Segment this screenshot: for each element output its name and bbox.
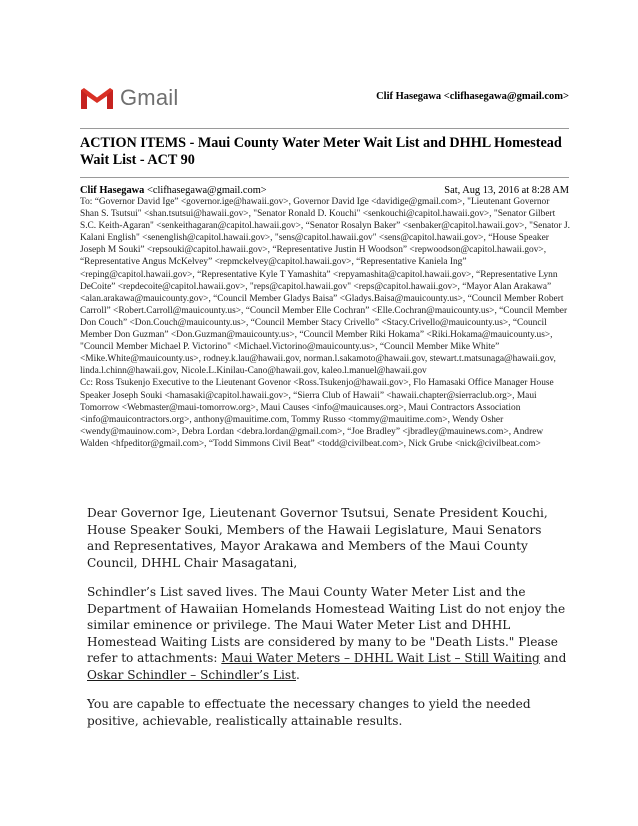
email-date: Sat, Aug 13, 2016 at 8:28 AM (444, 185, 569, 196)
attachment-link-water-meters[interactable]: Maui Water Meters – DHHL Wait List – Still Waiting (221, 651, 540, 665)
sender-name: Clif Hasegawa (80, 185, 145, 196)
attachment-link-schindler[interactable]: Oskar Schindler – Schindler’s List (87, 667, 296, 682)
sender-email: <clifhasegawa@gmail.com> (146, 185, 267, 196)
account-label: Clif Hasegawa <clifhasegawa@gmail.com> (376, 91, 569, 102)
email-body (87, 505, 567, 742)
cc-recipients: Cc: Ross Tsukenjo Executive to the Lieutenant Govenor <Ross.Tsukenjo@hawaii.gov>, Flo Hamasaki Office Manager House Speaker Joseph Souki <hamasaki@capitol.hawaii.gov>, “Sierra Club of Hawaii” <hawaii.chapter@sierraclub.org>, Maui Tomorrow <Webmaster@maui-tomorrow.org>, Maui Causes <info@mauicauses.org>, Maui Contractors Association <info@mauicontractors.org>, anthony@mauitime.com, Tommy Russo <tommy@mauitime.com>, Wendy Osher <wendy@mauinow.com>, Debra Lordan <debra.lordan@gmail.com>, “Joe Bradley” <jbradley@mauinews.com>, Andrew Walden <hfpeditor@gmail.com>, “Todd Simmons Civil Beat” <todd@civilbeat.com>, Nick Grube <nick@civilbeat.com> (80, 378, 554, 449)
gmail-m-icon (80, 86, 114, 110)
body-greeting: Dear Governor Ige, Lieutenant Governor Tsutsui, Senate President Kouchi, House Speaker Souki, Members of the Hawaii Legislature, Maui Senators and Representatives, Mayor Arakawa and Members of the Maui County Council, DHHL Chair Masagatani, (87, 506, 548, 570)
and-text: and (539, 651, 567, 665)
divider-top (80, 128, 569, 129)
divider-subject (80, 177, 569, 178)
to-recipients: To: “Governor David Ige” <governor.ige@hawaii.gov>, Governor David Ige <davidige@gmail.com>, "Lieutenant Governor Shan S. Tsutsui" <shan.tsutsui@hawaii.gov>, "Senator Ronald D. Kouchi" <senkouchi@capitol.hawaii.gov>, "Senator Gilbert S.C. Keith-Agaran" <senkeithagaran@capitol.hawaii.gov>, “Senator Rosalyn Baker” <senbaker@capitol.hawaii.gov>, "Senator J. Kalani English" <senenglish@capitol.hawaii.gov>, "sens@capitol.hawaii.gov" <sens@capitol.hawaii.gov>, “House Speaker Joseph M Souki” <repsouki@capitol.hawaii.gov>, “Representative Justin H Woodson” <repwoodson@capitol.hawaii.gov>, “Representative Angus McKelvey” <repmckelvey@capitol.hawaii.gov>, “Representative Kaniela Ing” <reping@capitol.hawaii.gov>, “Representative Kyle T Yamashita” <repyamashita@capitol.hawaii.gov>, “Representative Lynn DeCoite” <repdecoite@capitol.hawaii.gov>, "reps@capitol.hawaii.gov" <reps@capitol.hawaii.gov>, “Mayor Alan Arakawa” <alan.arakawa@mauicounty.gov>, “Council Member Gladys Baisa” <Gladys.Baisa@mauicounty.us>, “Council Member Robert Carroll” <Robert.Carroll@mauicounty.us>, “Council Member Elle Cochran” <Elle.Cochran@mauicounty.us>, “Council Member Don Couch” <Don.Couch@mauicounty.us>, “Council Member Stacy Crivello” <Stacy.Crivello@mauicounty.us>, “Council Member Don Guzman” <Don.Guzman@mauicounty.us>, “Council Member Riki Hokama” <Riki.Hokama@mauicounty.us>, "Council Member Michael P. Victorino" <Michael.Victorino@mauicounty.us>, “Council Member Mike White” <Mike.White@mauicounty.us>, rodney.k.lau@hawaii.gov, norman.l.sakamoto@hawaii.gov, stewart.t.matsunaga@hawaii.gov, linda.l.chinn@hawaii.gov, Nicole.L.Kinilau-Cano@hawaii.gov, kaleo.l.manuel@hawaii.gov (80, 197, 570, 377)
email-subject: ACTION ITEMS - Maui County Water Meter Wait List and DHHL Homestead Wait List - ACT 90 (80, 135, 562, 168)
body-paragraph-2-text: Schindler’s List saved lives. The Maui County Water Meter List and the Department of Hawaiian Homelands Homestead Waiting List do not enjoy the similar eminence or privilege. The Maui Water Meter List and DHHL Homestead Waiting Lists are considered by many to be "Death Lists." Please refer to attachments: (87, 585, 566, 665)
body-paragraph-3: You are capable to effectuate the necessary changes to yield the needed positive, achievable, realistically attainable results. (87, 697, 531, 728)
body-paragraph-2 (87, 584, 567, 683)
period-text: . (295, 667, 300, 682)
gmail-logo-text: Gmail (120, 85, 179, 110)
gmail-logo (80, 84, 178, 112)
recipients-block (80, 196, 570, 450)
